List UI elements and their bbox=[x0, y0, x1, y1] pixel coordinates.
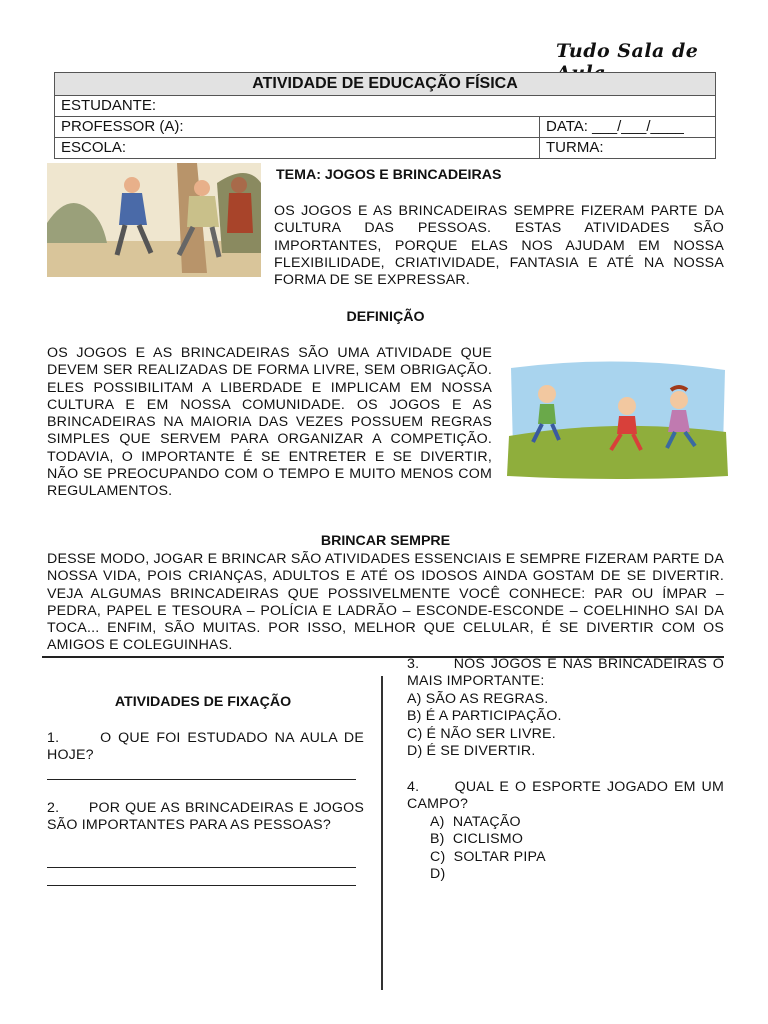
date-field[interactable]: DATA: ___/___/____ bbox=[540, 117, 716, 138]
definition-paragraph: OS JOGOS E AS BRINCADEIRAS SÃO UMA ATIVIDADE QUE DEVEM SER REALIZADAS DE FORMA LIVRE, SEM OBRIGAÇÃO. ELES POSSIBILITAM A LIBERDADE E IMPLICAM EM NOSSA CULTURA E EM NOSSA COMUNIDADE. OS JOGOS E AS BRINCADEIRAS NA MAIORIA DAS VEZES POSSUEM REGRAS SIMPLES QUE SERVEM PARA ORGANIZAR A COMPETIÇÃO. TODAVIA, O IMPORTANTE É SE ENTRETER E SE DIVERTIR, NÃO SE PREOCUPANDO COM O TEMPO E MUITO MENOS COM REGULAMENTOS. bbox=[47, 345, 492, 500]
q3-option-b[interactable]: B) É A PARTICIPAÇÃO. bbox=[407, 708, 562, 725]
q3-option-a[interactable]: A) SÃO AS REGRAS. bbox=[407, 691, 549, 707]
worksheet-title: ATIVIDADE DE EDUCAÇÃO FÍSICA bbox=[55, 73, 716, 96]
q4-option-b[interactable]: B) CICLISMO bbox=[430, 831, 524, 848]
answer-line-q2-a[interactable] bbox=[47, 867, 356, 868]
q3-option-c[interactable]: C) É NÃO SER LIVRE. bbox=[407, 725, 556, 742]
column-divider bbox=[381, 676, 383, 990]
answer-line-q1[interactable] bbox=[47, 779, 356, 780]
q4-option-a[interactable]: A) NATAÇÃO bbox=[430, 814, 521, 830]
children-playing-illustration bbox=[47, 163, 261, 277]
kids-running-illustration bbox=[507, 358, 728, 482]
theme-paragraph: OS JOGOS E AS BRINCADEIRAS SEMPRE FIZERAM PARTE DA CULTURA DAS PESSOAS. ESTAS ATIVIDADES SÃO IMPORTANTES, PORQUE ELAS NOS AJUDAM EM NOSSA FLEXIBILIDADE, CRIATIVIDADE, FANTASIA E ATÉ NA NOSSA FORMA DE SE EXPRESSAR. bbox=[274, 203, 724, 289]
q4-option-c[interactable]: C) SOLTAR PIPA bbox=[430, 848, 546, 865]
header-table bbox=[54, 72, 716, 159]
brand-logo: Tudo Sala de bbox=[556, 40, 699, 62]
teacher-field[interactable]: PROFESSOR (A): bbox=[55, 117, 540, 138]
exercises-title: ATIVIDADES DE FIXAÇÃO bbox=[114, 694, 292, 710]
question-3: 3. NOS JOGOS E NAS BRINCADEIRAS O MAIS IMPORTANTE: bbox=[407, 656, 724, 690]
question-2: 2. POR QUE AS BRINCADEIRAS E JOGOS SÃO IMPORTANTES PARA AS PESSOAS? bbox=[47, 800, 364, 834]
student-field[interactable]: ESTUDANTE: bbox=[55, 96, 716, 117]
question-4: 4. QUAL E O ESPORTE JOGADO EM UM CAMPO? bbox=[407, 779, 724, 813]
definition-title: DEFINIÇÃO bbox=[346, 309, 425, 325]
q4-option-d[interactable]: D) bbox=[430, 865, 446, 882]
class-field[interactable]: TURMA: bbox=[540, 138, 716, 159]
answer-line-q2-b[interactable] bbox=[47, 885, 356, 886]
theme-title: TEMA: JOGOS E BRINCADEIRAS bbox=[276, 167, 502, 183]
school-field[interactable]: ESCOLA: bbox=[55, 138, 540, 159]
q3-option-d[interactable]: D) É SE DIVERTIR. bbox=[407, 742, 536, 759]
question-1: 1. O QUE FOI ESTUDADO NA AULA DE HOJE? bbox=[47, 730, 364, 764]
always-play-paragraph: DESSE MODO, JOGAR E BRINCAR SÃO ATIVIDADES ESSENCIAIS E SEMPRE FIZERAM PARTE DA NOSSA VIDA, POIS CRIANÇAS, ADULTOS E ATÉ OS IDOSOS AINDA GOSTAM DE SE DIVERTIR. VEJA ALGUMAS BRINCADEIRAS QUE POSSIVELMENTE VOCÊ CONHECE: PAR OU ÍMPAR – PEDRA, PAPEL E TESOURA – POLÍCIA E LADRÃO – ESCONDE-ESCONDE – COELHINHO SAI DA TOCA... ENFIM, SÃO MUITAS. POR ISSO, MELHOR QUE CELULAR, É SE DIVERTIR COM OS AMIGOS E COLEGUINHAS. bbox=[47, 551, 724, 654]
question-4-options bbox=[430, 814, 724, 883]
always-play-title: BRINCAR SEMPRE bbox=[320, 533, 451, 549]
question-3-options bbox=[407, 691, 724, 760]
